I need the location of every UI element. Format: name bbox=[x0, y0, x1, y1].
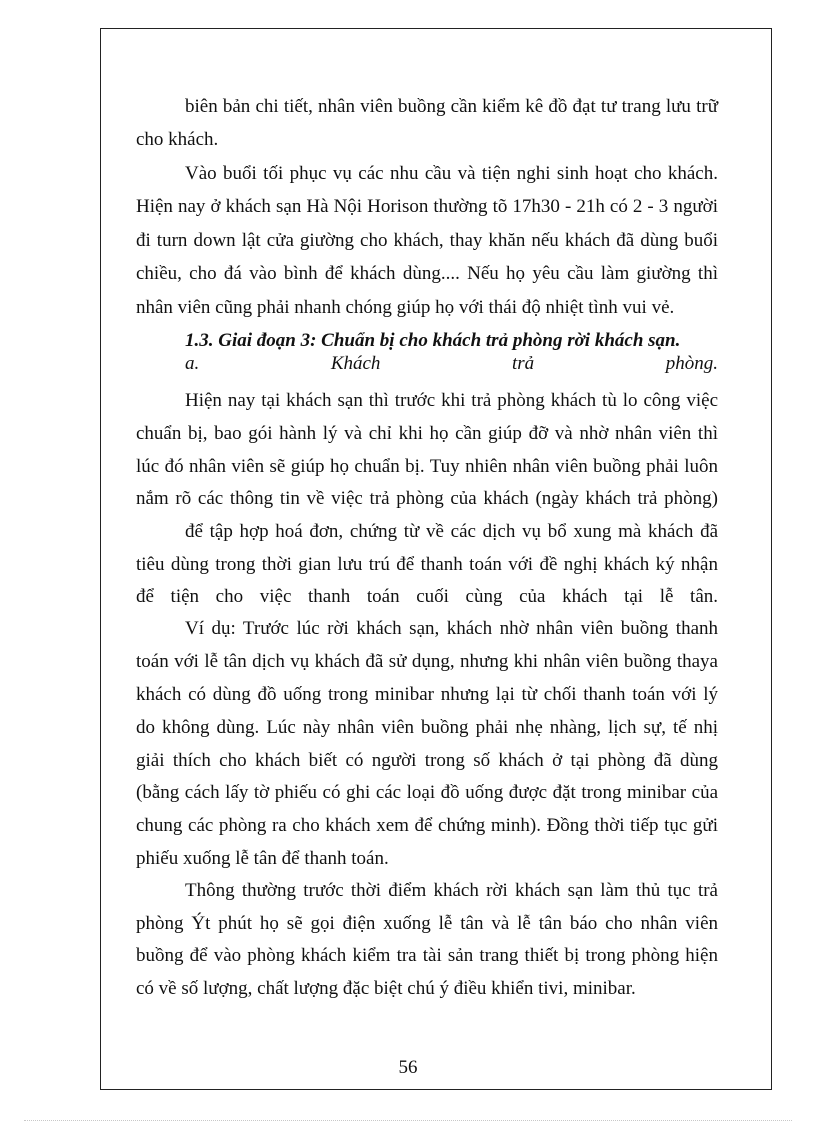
body-line: phiếu xuống lễ tân để thanh toán. bbox=[136, 848, 389, 869]
page-number: 56 bbox=[398, 1057, 418, 1078]
body-line: để tiện cho việc thanh toán cuối cùng của khách tại lễ tân. bbox=[136, 586, 718, 607]
body-line: biên bản chi tiết, nhân viên buồng cần kiểm kê đồ đạt tư trang lưu trữ bbox=[185, 96, 718, 117]
body-line: đi turn down lật cửa giường cho khách, thay khăn nếu khách đã dùng buổi bbox=[136, 230, 718, 251]
body-line: nắm rõ các thông tin về việc trả phòng của khách (ngày khách trả phòng) bbox=[136, 488, 718, 509]
body-line: để tập hợp hoá đơn, chứng từ về các dịch vụ bổ xung mà khách đã bbox=[185, 521, 718, 542]
body-line: do không dùng. Lúc này nhân viên buồng phải nhẹ nhàng, lịch sự, tế nhị bbox=[136, 717, 718, 738]
body-line: có về số lượng, chất lượng đặc biệt chú ý điều khiển tivi, minibar. bbox=[136, 978, 636, 999]
body-line: chiều, cho đá vào bình để khách dùng.... Nếu họ yêu cầu làm giường thì bbox=[136, 263, 718, 284]
body-line: buồng để vào phòng khách kiểm tra tài sản trang thiết bị trong phòng hiện bbox=[136, 945, 718, 966]
body-line: Ví dụ: Trước lúc rời khách sạn, khách nhờ nhân viên buồng thanh bbox=[185, 618, 718, 639]
body-line: (bằng cách lấy tờ phiếu có ghi các loại đồ uống được đặt trong minibar của bbox=[136, 782, 718, 803]
page-bottom-separator bbox=[24, 1120, 792, 1121]
body-line: Vào buổi tối phục vụ các nhu cầu và tiện nghi sinh hoạt cho khách. bbox=[185, 163, 718, 184]
body-line: giải thích cho khách biết có người trong số khách ở tại phòng đã dùng bbox=[136, 750, 718, 771]
body-line: Hiện nay tại khách sạn thì trước khi trả phòng khách tù lo công việc bbox=[185, 390, 718, 411]
body-line: Hiện nay ở khách sạn Hà Nội Horison thường tõ 17h30 - 21h có 2 - 3 người bbox=[136, 196, 718, 217]
body-line: tiêu dùng trong thời gian lưu trú để thanh toán với đề nghị khách ký nhận bbox=[136, 554, 718, 575]
body-line: chung các phòng ra cho khách xem để chứng minh). Đồng thời tiếp tục gửi bbox=[136, 815, 718, 836]
body-line: nhân viên cũng phải nhanh chóng giúp họ với thái độ nhiệt tình vui vẻ. bbox=[136, 297, 675, 318]
section-heading: 1.3. Giai đoạn 3: Chuẩn bị cho khách trả phòng rời khách sạn. bbox=[185, 330, 681, 351]
body-line: lúc đó nhân viên sẽ giúp họ chuẩn bị. Tuy nhiên nhân viên buồng phải luôn bbox=[136, 456, 718, 477]
body-line: toán với lễ tân dịch vụ khách đã sử dụng, nhưng khi nhân viên buồng thaya bbox=[136, 651, 718, 672]
body-line: chuẩn bị, bao gói hành lý và chỉ khi họ cần giúp đỡ và nhờ nhân viên thì bbox=[136, 423, 718, 444]
body-line: phòng Ýt phút họ sẽ gọi điện xuống lễ tân và lễ tân báo cho nhân viên bbox=[136, 913, 718, 934]
body-line: khách có dùng đồ uống trong minibar nhưng lại từ chối thanh toán với lý bbox=[136, 684, 718, 705]
subsection-heading: a. Khách trả phòng. bbox=[185, 353, 718, 374]
body-line: Thông thường trước thời điểm khách rời khách sạn làm thủ tục trả bbox=[185, 880, 718, 901]
body-line: cho khách. bbox=[136, 129, 219, 150]
